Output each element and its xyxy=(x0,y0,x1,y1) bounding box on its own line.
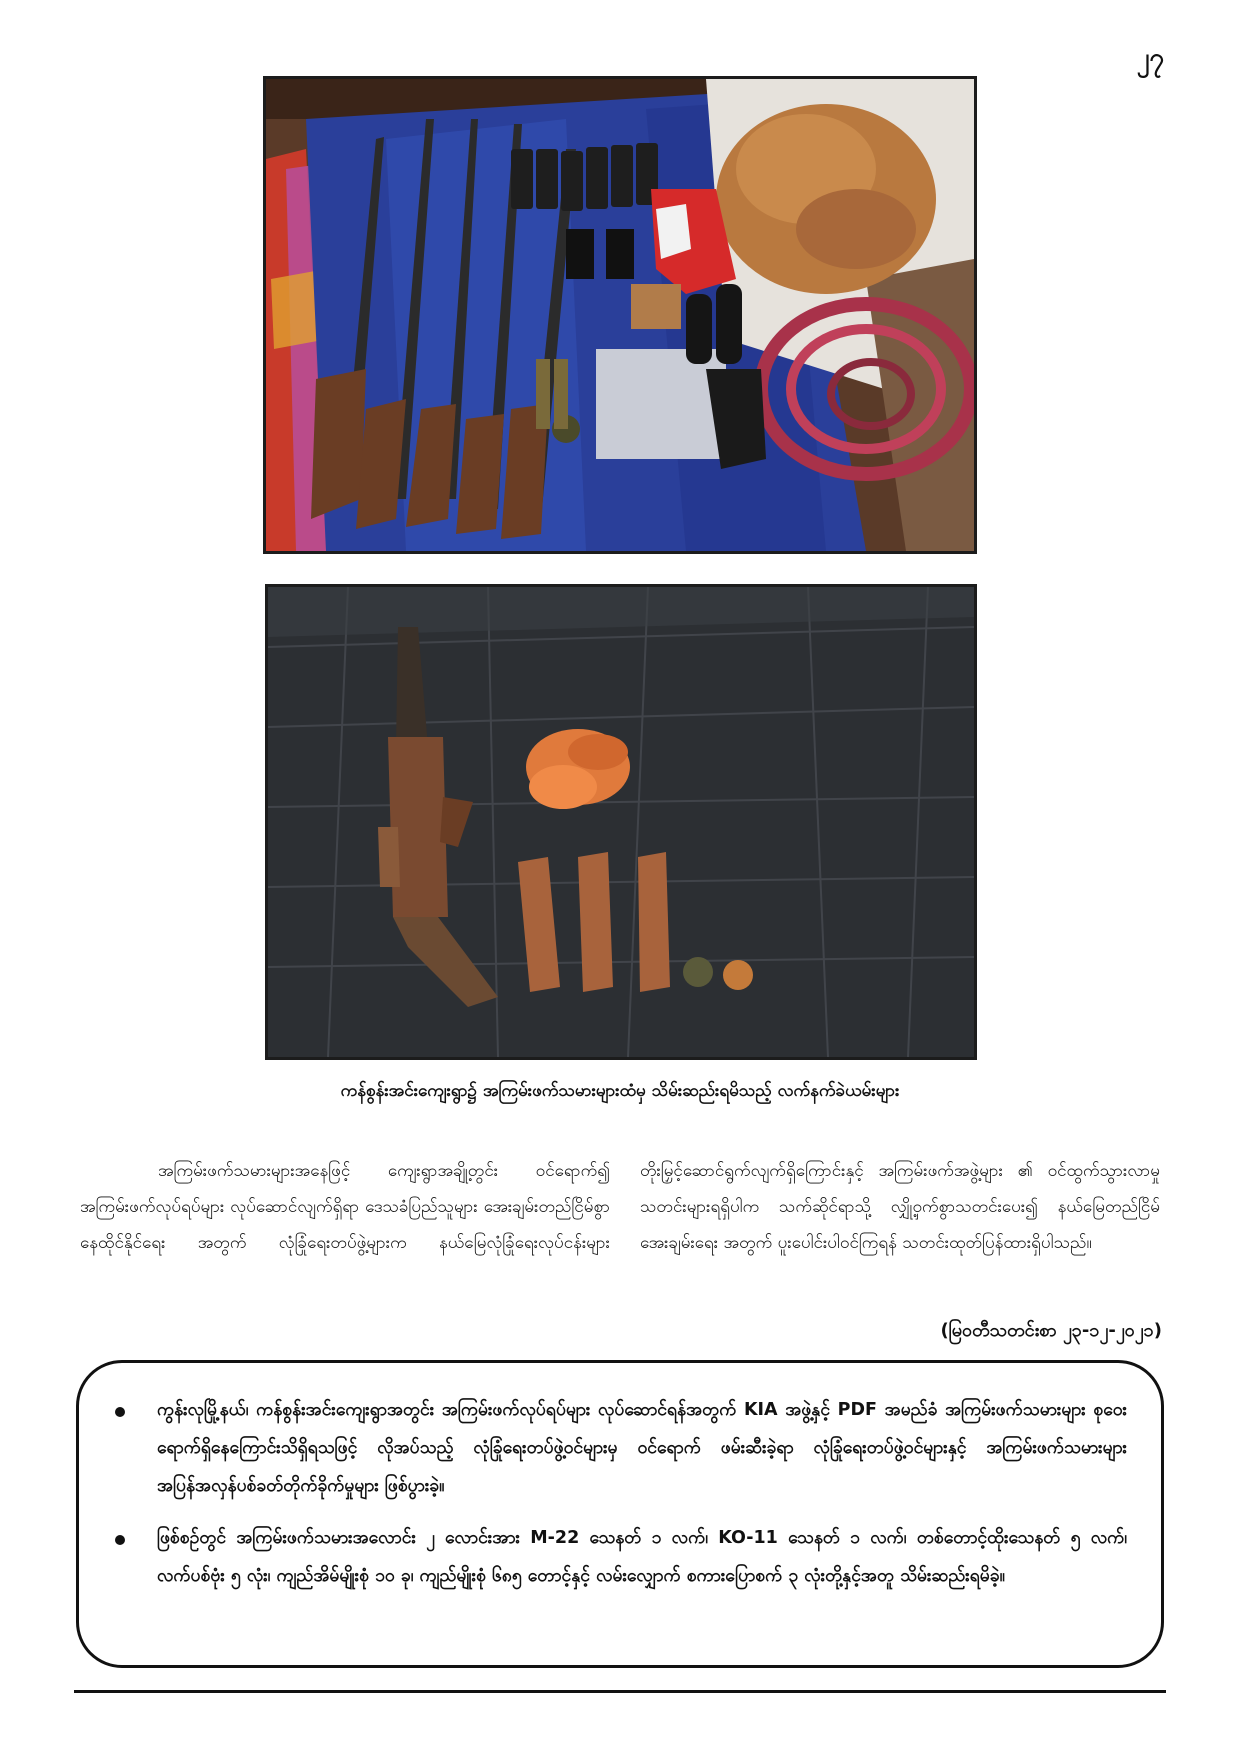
article-right-column: တိုးမြှင့်ဆောင်ရွက်လျက်ရှိကြောင်းနှင့် အကြမ်းဖက်အဖွဲ့များ ၏ ဝင်ထွက်သွားလာမှု သတင်းများရရှိပါက သက်ဆိုင်ရာသို့ လျှို့ဝှက်စွာသတင်းပေး၍ နယ်မြေတည်ငြိမ်အေးချမ်းရေး အတွက် ပူးပေါင်းပါဝင်ကြရန် သတင်းထုတ်ပြန်ထားရှိပါသည်။ xyxy=(640,1161,1160,1253)
seized-weapons-photo-2 xyxy=(265,584,977,1060)
bottom-divider xyxy=(74,1690,1166,1693)
page-number: ၂၇ xyxy=(1136,43,1164,73)
seized-weapons-photo-1 xyxy=(263,76,977,554)
summary-bullet-1 xyxy=(115,1391,1127,1505)
bullet-dot-icon xyxy=(115,1535,125,1545)
summary-bullet-2 xyxy=(115,1519,1127,1595)
bullet-dot-icon xyxy=(115,1407,125,1417)
photo-1-illustration xyxy=(266,79,974,551)
article-left-column: အကြမ်းဖက်သမားများအနေဖြင့် ကျေးရွာအချို့တွင်း ဝင်ရောက်၍ အကြမ်းဖက်လုပ်ရပ်များ လုပ်ဆောင်လျက်ရှိရာ ဒေသခံပြည်သူများ အေးချမ်းတည်ငြိမ်စွာ နေထိုင်နိုင်ရေး အတွက် လုံခြုံရေးတပ်ဖွဲ့များက နယ်မြေလုံခြုံရေးလုပ်ငန်းများ xyxy=(80,1161,610,1253)
summary-bullet-text: ဖြစ်စဉ်တွင် အကြမ်းဖက်သမားအလောင်း ၂ လောင်းအား M-22 သေနတ် ၁ လက်၊ KO-11 သေနတ် ၁ လက်၊ တစ်တောင့်ထိုးသေနတ် ၅ လက်၊ လက်ပစ်ဗုံး ၅ လုံး၊ ကျည်အိမ်မျိုးစုံ ၁၀ ခု၊ ကျည်မျိုးစုံ ၆၈၅ တောင့်နှင့် လမ်းလျှောက် စကားပြောစက် ၃ လုံးတို့နှင့်အတူ သိမ်းဆည်းရမိခဲ့။ xyxy=(157,1528,1127,1586)
news-source: (မြဝတီသတင်းစာ ၂၃-၁၂-၂၀၂၁) xyxy=(940,1320,1162,1341)
summary-box xyxy=(76,1360,1164,1668)
figure-caption: ကန်စွန်းအင်းကျေးရွာ၌ အကြမ်းဖက်သမားများထံမှ သိမ်းဆည်းရမိသည့် လက်နက်ခဲယမ်းများ xyxy=(340,1081,900,1101)
photo-2-illustration xyxy=(268,587,974,1057)
summary-bullet-text: ကွန်းလုမြို့နယ်၊ ကန်စွန်းအင်းကျေးရွာအတွင်း အကြမ်းဖက်လုပ်ရပ်များ လုပ်ဆောင်ရန်အတွက် KIA အဖွဲ့နှင့် PDF အမည်ခံ အကြမ်းဖက်သမားများ စုဝေးရောက်ရှိနေကြောင်းသိရှိရသဖြင့် လိုအပ်သည့် လုံခြုံရေးတပ်ဖွဲ့ဝင်များမှ ဝင်ရောက် ဖမ်းဆီးခဲ့ရာ လုံခြုံရေးတပ်ဖွဲ့ဝင်များနှင့် အကြမ်းဖက်သမားများ အပြန်အလှန်ပစ်ခတ်တိုက်ခိုက်မှုများ ဖြစ်ပွားခဲ့။ xyxy=(157,1400,1127,1496)
